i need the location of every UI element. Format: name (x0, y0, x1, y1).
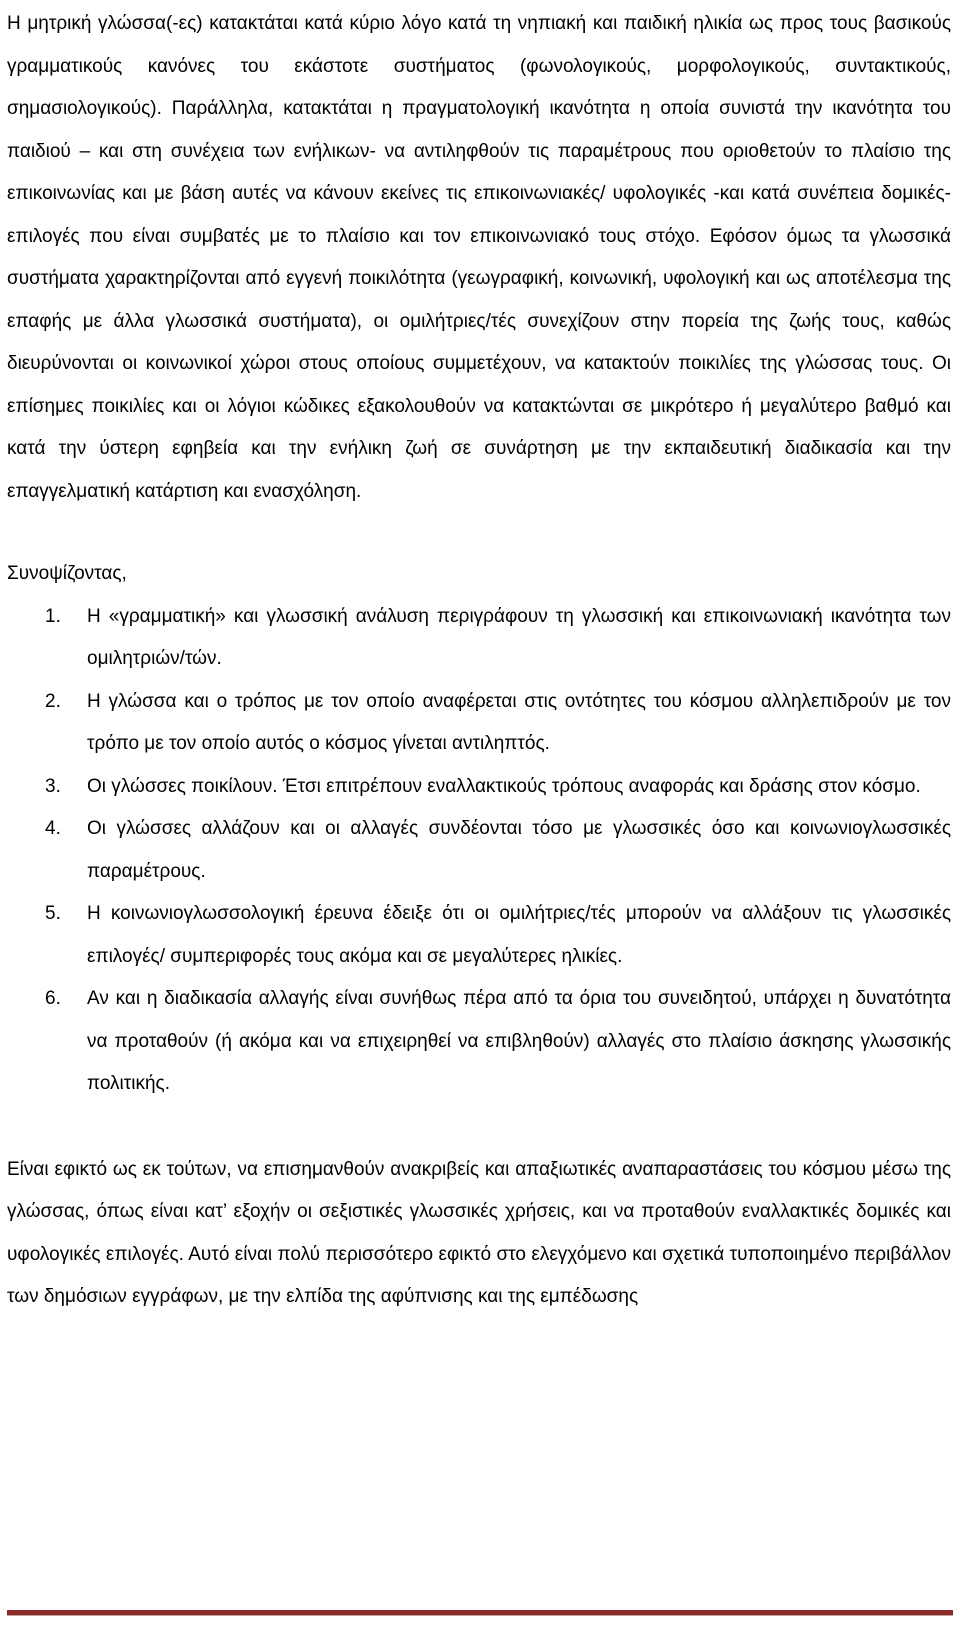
list-item-text: Η γλώσσα και ο τρόπος με τον οποίο αναφέρεται στις οντότητες του κόσμου αλληλεπιδρούν με τον τρόπο με τον οποίο αυτός ο κόσμος γίνεται αντιληπτός. (87, 690, 951, 754)
summary-heading: Συνοψίζοντας, (7, 563, 127, 584)
footer-divider (7, 1610, 953, 1616)
intro-paragraph: Η μητρική γλώσσα(-ες) κατακτάται κατά κύριο λόγο κατά τη νηπιακή και παιδική ηλικία ως προς τους βασικούς γραμματικούς κανόνες του εκάστοτε συστήματος (φωνολογικούς, μορφολογικούς, συντακτικούς, σημασιολογικούς). Παράλληλα, κατακτάται η πραγματολογική ικανότητα η οποία συνιστά την ικανότητα του παιδιού – και στη συνέχεια των ενήλικων- να αντιληφθούν τις παραμέτρους που οριοθετούν το πλαίσιο της επικοινωνίας και με βάση αυτές να κάνουν εκείνες τις επικοινωνιακές/ υφολογικές -και κατά συνέπεια δομικές- επιλογές που είναι συμβατές με το πλαίσιο και τον επικοινωνιακό τους στόχο. Εφόσον όμως τα γλωσσικά συστήματα χαρακτηρίζονται από εγγενή ποικιλότητα (γεωγραφική, κοινωνική, υφολογική και ως αποτέλεσμα της επαφής με άλλα γλωσσικά συστήματα), οι ομιλήτριες/τές συνεχίζουν στην πορεία της ζωής τους, καθώς διευρύνονται οι κοινωνικοί χώροι στους οποίους συμμετέχουν, να κατακτούν ποικιλίες της γλώσσας τους. Οι επίσημες ποικιλίες και οι λόγιοι κώδικες εξακολουθούν να κατακτώνται σε μικρότερο ή μεγαλύτερο βαθμό και κατά την ύστερη εφηβεία και την ενήλικη ζωή σε συνάρτηση με την εκπαιδευτική διαδικασία και την επαγγελματική κατάρτιση και ενασχόληση. (7, 13, 951, 502)
list-item-number: 4. (45, 818, 61, 839)
list-item-number: 6. (45, 988, 61, 1009)
list-item-number: 1. (45, 605, 61, 627)
closing-paragraph: Είναι εφικτό ως εκ τούτων, να επισημανθούν ανακριβείς και απαξιωτικές αναπαραστάσεις του κόσμου μέσω της γλώσσας, όπως είναι κατ’ εξοχήν οι σεξιστικές γλωσσικές χρήσεις, και να προταθούν εναλλακτικές δομικές και υφολογικές επιλογές. Αυτό είναι πολύ περισσότερο εφικτό στο ελεγχόμενο και σχετικά τυποποιημένο περιβάλλον των δημόσιων εγγράφων, με την ελπίδα της αφύπνισης και της εμπέδωσης (7, 1158, 951, 1307)
list-item-text: Οι γλώσσες αλλάζουν και οι αλλαγές συνδέονται τόσο με γλωσσικές όσο και κοινωνιογλωσσικές παραμέτρους. (87, 818, 951, 882)
summary-list (7, 596, 951, 1106)
list-item (7, 808, 951, 893)
list-item-text: Οι γλώσσες ποικίλουν. Έτσι επιτρέπουν εναλλακτικούς τρόπους αναφοράς και δράσης στον κόσμο. (87, 775, 921, 797)
list-item (7, 681, 951, 766)
list-item-text: Η κοινωνιογλωσσολογική έρευνα έδειξε ότι οι ομιλήτριες/τές μπορούν να αλλάξουν τις γλωσσικές επιλογές/ συμπεριφορές τους ακόμα και σε μεγαλύτερες ηλικίες. (87, 903, 951, 967)
list-item (7, 596, 951, 681)
list-item (7, 766, 951, 809)
list-item-text: Η «γραμματική» και γλωσσική ανάλυση περιγράφουν τη γλωσσική και επικοινωνιακή ικανότητα των ομιλητριών/τών. (87, 605, 951, 669)
list-item-number: 2. (45, 690, 61, 712)
list-item (7, 893, 951, 978)
document-page (7, 0, 951, 1319)
list-item-number: 3. (45, 775, 61, 797)
list-item (7, 978, 951, 1106)
list-item-number: 5. (45, 903, 61, 924)
list-item-text: Αν και η διαδικασία αλλαγής είναι συνήθως πέρα από τα όρια του συνειδητού, υπάρχει η δυνατότητα να προταθούν (ή ακόμα και να επιχειρηθεί να επιβληθούν) αλλαγές στο πλαίσιο άσκησης γλωσσικής πολιτικής. (87, 988, 951, 1094)
